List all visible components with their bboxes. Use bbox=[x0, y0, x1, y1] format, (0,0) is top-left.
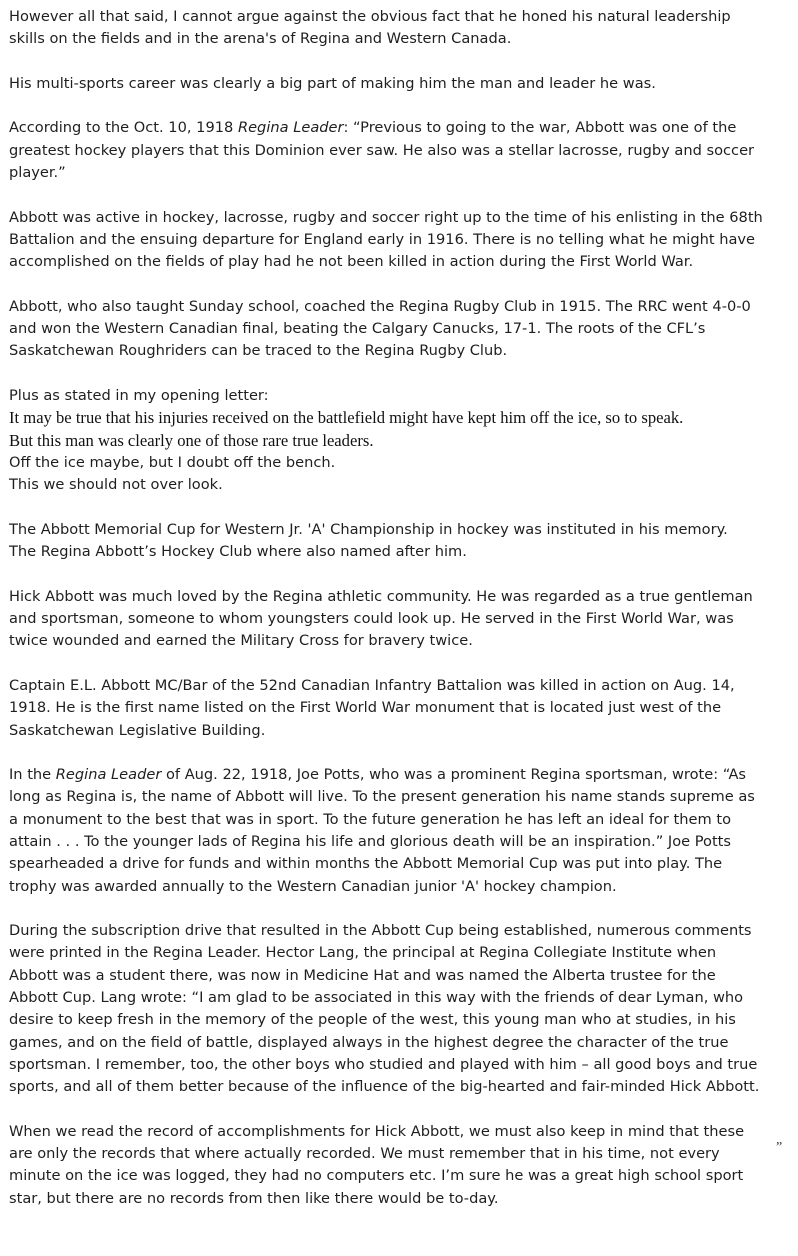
paragraph-joe-potts bbox=[9, 764, 789, 898]
text-line: minute on the ice was logged, they had no computers etc. I’m sure he was a great high school sport bbox=[9, 1167, 744, 1185]
text-line: The Abbott Memorial Cup for Western Jr. 'A' Championship in hockey was instituted in his memory. bbox=[9, 520, 728, 538]
text-line: and won the Western Canadian final, beating the Calgary Canucks, 17-1. The roots of the CFL’s bbox=[9, 320, 706, 338]
text-line: trophy was awarded annually to the Western Canadian junior 'A' hockey champion. bbox=[9, 877, 617, 895]
text-line: attain . . . To the younger lads of Regina his life and glorious death will be an inspiration.” Joe Potts bbox=[9, 832, 732, 850]
text-line: Captain E.L. Abbott MC/Bar of the 52nd Canadian Infantry Battalion was killed in action on Aug. 14, bbox=[9, 676, 735, 694]
paragraph-career bbox=[9, 73, 789, 95]
paragraph-regina-leader-1918 bbox=[9, 117, 789, 184]
text-line: Abbott was a student there, was now in Medicine Hat and was named the Alberta trustee for the bbox=[9, 966, 716, 984]
text-span: of Aug. 22, 1918, Joe Potts, who was a prominent Regina sportsman, wrote: “As bbox=[161, 766, 747, 784]
text-span: According to the Oct. 10, 1918 bbox=[9, 119, 238, 137]
text-line: Abbott Cup. Lang wrote: “I am glad to be associated in this way with the friends of dear Lyman, who bbox=[9, 989, 744, 1007]
paragraph-subscription-drive bbox=[9, 920, 789, 1098]
text-line: This we should not over look. bbox=[9, 476, 223, 494]
text-line: Abbott was active in hockey, lacrosse, rugby and soccer right up to the time of his enlisting in the 68th bbox=[9, 208, 763, 226]
paragraph-leadership bbox=[9, 6, 789, 51]
text-line: Plus as stated in my opening letter: bbox=[9, 387, 269, 405]
paragraph-active-sports bbox=[9, 207, 789, 274]
text-line: sports, and all of them better because of the influence of the big-hearted and fair-minded Hick Abbott. bbox=[9, 1078, 760, 1096]
text-line: sportsman. I remember, too, the other boys who studied and played with him – all good boys and true bbox=[9, 1055, 758, 1073]
text-line: When we read the record of accomplishments for Hick Abbott, we must also keep in mind that these bbox=[9, 1122, 745, 1140]
text-line: desire to keep fresh in the memory of the people of the west, this young man who at studies, in his bbox=[9, 1011, 736, 1029]
text-line: Abbott, who also taught Sunday school, coached the Regina Rugby Club in 1915. The RRC went 4-0-0 bbox=[9, 297, 751, 315]
paragraph-opening-letter bbox=[9, 385, 789, 496]
text-line: accomplished on the fields of play had he not been killed in action during the First World War. bbox=[9, 253, 694, 271]
text-line: Saskatchewan Roughriders can be traced to the Regina Rugby Club. bbox=[9, 342, 508, 360]
paragraph-community bbox=[9, 586, 789, 653]
quoted-line: It may be true that his injuries received on the battlefield might have kept him off the ice, so to speak. bbox=[9, 408, 684, 428]
quoted-line: But this man was clearly one of those rare true leaders. bbox=[9, 430, 374, 450]
paragraph-memorial-cup bbox=[9, 519, 789, 564]
text-line: long as Regina is, the name of Abbott will live. To the present generation his name stands supreme as bbox=[9, 788, 755, 806]
text-span: : “Previous to going to the war, Abbott was one of the bbox=[343, 119, 737, 137]
text-line: His multi-sports career was clearly a big part of making him the man and leader he was. bbox=[9, 74, 656, 92]
text-line: star, but there are no records from then like there would be to-day. bbox=[9, 1189, 499, 1207]
text-line: greatest hockey players that this Dominion ever saw. He also was a stellar lacrosse, rugby and soccer bbox=[9, 141, 755, 159]
paragraph-records bbox=[9, 1121, 789, 1210]
text-line: skills on the fields and in the arena's of Regina and Western Canada. bbox=[9, 30, 512, 48]
text-line: games, and on the field of battle, displayed always in the highest degree the character of the true bbox=[9, 1033, 729, 1051]
stray-quote-mark: ” bbox=[776, 1140, 783, 1155]
publication-title: Regina Leader bbox=[237, 119, 344, 137]
text-line: twice wounded and earned the Military Cross for bravery twice. bbox=[9, 632, 473, 650]
paragraph-captain bbox=[9, 675, 789, 742]
text-line: were printed in the Regina Leader. Hector Lang, the principal at Regina Collegiate Institute when bbox=[9, 944, 717, 962]
text-line: are only the records that where actually recorded. We must remember that in his time, not every bbox=[9, 1145, 720, 1163]
text-line bbox=[9, 764, 789, 786]
text-line: During the subscription drive that resulted in the Abbott Cup being established, numerous comments bbox=[9, 922, 752, 940]
text-line: Battalion and the ensuing departure for England early in 1916. There is no telling what he might have bbox=[9, 230, 756, 248]
text-line bbox=[9, 117, 789, 139]
text-line: 1918. He is the first name listed on the First World War monument that is located just west of the bbox=[9, 699, 722, 717]
text-line: spearheaded a drive for funds and within months the Abbott Memorial Cup was put into play. The bbox=[9, 855, 723, 873]
text-line: player.” bbox=[9, 164, 66, 182]
text-line: Hick Abbott was much loved by the Regina athletic community. He was regarded as a true gentleman bbox=[9, 587, 753, 605]
text-line: Saskatchewan Legislative Building. bbox=[9, 721, 266, 739]
text-line: Off the ice maybe, but I doubt off the bench. bbox=[9, 453, 336, 471]
text-line: and sportsman, someone to whom youngsters could look up. He served in the First World War, was bbox=[9, 610, 734, 628]
text-span: In the bbox=[9, 766, 56, 784]
publication-title: Regina Leader bbox=[55, 766, 162, 784]
text-line: a monument to the best that was in sport. To the future generation he has left an ideal for them to bbox=[9, 810, 732, 828]
text-line: The Regina Abbott’s Hockey Club where also named after him. bbox=[9, 543, 467, 561]
paragraph-rugby-club bbox=[9, 296, 789, 363]
text-line: However all that said, I cannot argue against the obvious fact that he honed his natural leadership bbox=[9, 8, 731, 25]
